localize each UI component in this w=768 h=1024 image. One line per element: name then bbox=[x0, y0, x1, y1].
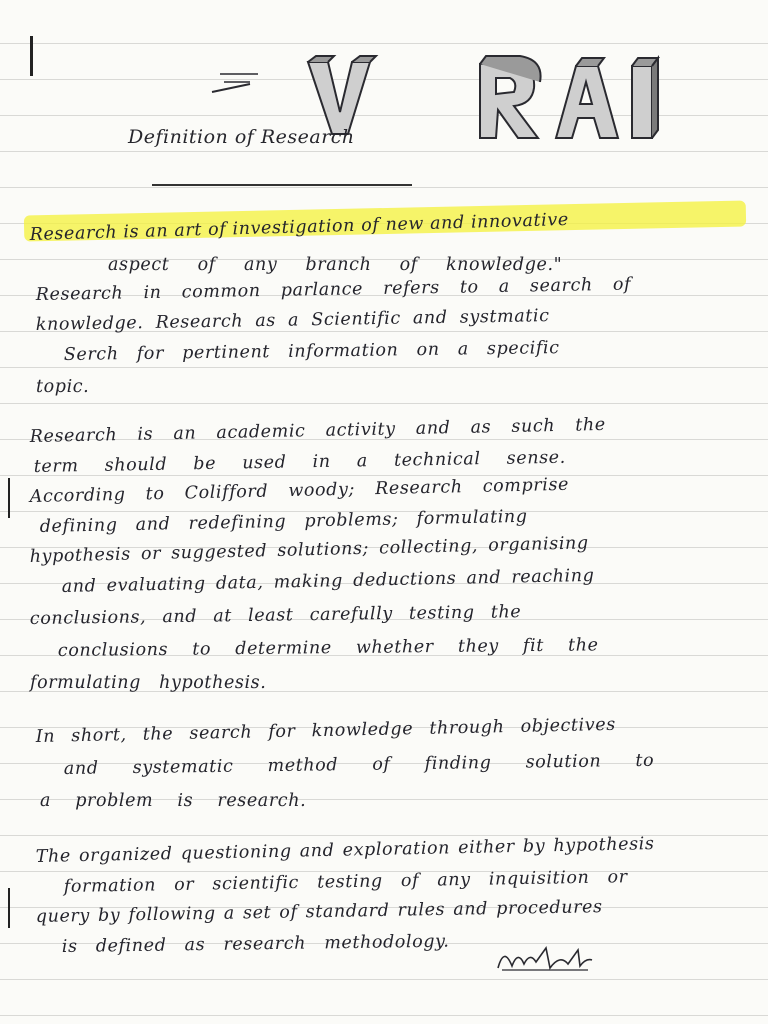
text-line: knowledge. Research as a Scientific and systmatic bbox=[35, 306, 550, 336]
text-line: formulating hypothesis. bbox=[30, 673, 267, 693]
text-line: defining and redefining problems; formulating bbox=[39, 506, 528, 538]
signature-scribble bbox=[494, 940, 594, 976]
text-line: conclusions to determine whether they fit the bbox=[57, 635, 599, 662]
heading-underline bbox=[152, 184, 412, 186]
margin-mark bbox=[8, 888, 10, 928]
text-line: The organized questioning and exploration either by hypothesis bbox=[35, 834, 655, 868]
text-line: Research is an academic activity and as such the bbox=[29, 414, 606, 448]
text-line: a problem is research. bbox=[40, 791, 307, 811]
text-line: formation or scientific testing of any inquisition or bbox=[63, 867, 628, 898]
text-line: query by following a set of standard rules and procedures bbox=[35, 897, 603, 928]
margin-mark bbox=[30, 36, 33, 76]
text-line: term should be used in a technical sense. bbox=[33, 447, 566, 478]
text-line: In short, the search for knowledge through objectives bbox=[35, 714, 617, 748]
text-line: and systematic method of finding solution to bbox=[63, 750, 655, 780]
text-line: and evaluating data, making deductions and reaching bbox=[61, 565, 595, 598]
text-line: conclusions, and at least carefully testing the bbox=[29, 602, 522, 630]
page-heading: Definition of Research bbox=[128, 126, 355, 148]
text-line: According to Colifford woody; Research comprise bbox=[29, 474, 570, 508]
text-line: topic. bbox=[36, 377, 90, 397]
text-line: is defined as research methodology. bbox=[61, 931, 450, 958]
text-line: Serch for pertinent information on a specific bbox=[63, 338, 560, 366]
text-line: Research is an art of investigation of new and innovative bbox=[29, 209, 570, 246]
text-line: aspect of any branch of knowledge." bbox=[108, 255, 563, 275]
text-line: hypothesis or suggested solutions; collecting, organising bbox=[29, 533, 589, 568]
text-line: Research in common parlance refers to a search of bbox=[35, 274, 632, 306]
margin-mark bbox=[8, 478, 10, 518]
